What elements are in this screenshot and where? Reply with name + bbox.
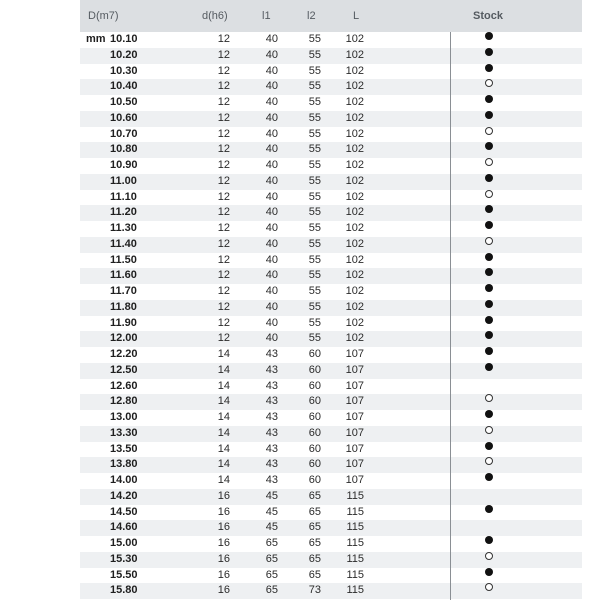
cell-d-h6: 16 — [217, 568, 230, 581]
cell-d-h6: 12 — [217, 285, 230, 297]
cell-d-h6: 12 — [217, 206, 230, 219]
cell-total-length: 102 — [345, 127, 364, 140]
cell-l1: 40 — [265, 316, 278, 329]
table-row — [80, 205, 582, 221]
cell-total-length: 102 — [345, 96, 364, 108]
cell-l2: 55 — [308, 300, 321, 313]
cell-d-h6: 12 — [217, 127, 230, 140]
table-row — [80, 48, 582, 64]
cell-l2: 55 — [308, 96, 321, 108]
cell-l2: 55 — [308, 127, 321, 140]
table-row — [80, 64, 582, 80]
table-row — [80, 300, 582, 316]
cell-d-m7: 11.20 — [110, 206, 137, 219]
cell-l1: 43 — [265, 442, 278, 455]
cell-l1: 40 — [265, 159, 278, 171]
cell-l2: 55 — [308, 64, 321, 77]
in-stock-dot-icon — [485, 142, 493, 150]
cell-d-h6: 12 — [217, 96, 230, 108]
cell-d-h6: 12 — [217, 159, 230, 171]
cell-d-m7: 12.80 — [110, 395, 138, 408]
cell-total-length: 107 — [345, 442, 364, 455]
cell-l2: 60 — [308, 474, 321, 486]
table-row — [80, 253, 582, 269]
in-stock-dot-icon — [485, 284, 493, 292]
cell-l1: 43 — [265, 395, 278, 408]
cell-d-h6: 12 — [217, 33, 230, 45]
cell-l1: 40 — [265, 64, 278, 77]
cell-l2: 55 — [308, 190, 321, 203]
cell-l2: 65 — [308, 537, 321, 549]
table-row — [80, 457, 582, 473]
cell-l2: 65 — [308, 489, 321, 502]
cell-l1: 40 — [265, 190, 278, 203]
in-stock-dot-icon — [485, 505, 493, 513]
cell-d-m7: 13.80 — [110, 458, 138, 471]
in-stock-dot-icon — [485, 205, 493, 213]
cell-l1: 43 — [265, 426, 278, 439]
cell-l2: 55 — [308, 111, 321, 124]
header-stock: Stock — [473, 10, 503, 22]
cell-d-m7: 10.50 — [110, 96, 138, 108]
cell-total-length: 102 — [345, 237, 364, 250]
cell-l1: 65 — [265, 552, 278, 565]
in-stock-dot-icon — [485, 473, 493, 481]
cell-d-m7: 15.50 — [110, 568, 138, 581]
cell-total-length: 102 — [345, 253, 364, 266]
cell-total-length: 102 — [345, 159, 364, 171]
cell-total-length: 102 — [345, 64, 364, 77]
cell-d-m7: 14.60 — [110, 521, 138, 534]
cell-d-m7: 12.20 — [110, 348, 138, 360]
table-row — [80, 426, 582, 442]
cell-l2: 65 — [308, 505, 321, 518]
table-row — [80, 142, 582, 158]
cell-d-m7: 11.90 — [110, 316, 137, 329]
cell-d-h6: 12 — [217, 237, 230, 250]
cell-total-length: 102 — [345, 269, 364, 282]
table-row — [80, 316, 582, 332]
cell-d-m7: 10.80 — [110, 143, 138, 156]
cell-d-m7: 14.50 — [110, 505, 138, 518]
cell-l2: 55 — [308, 48, 321, 61]
cell-l1: 40 — [265, 222, 278, 234]
table-row — [80, 568, 582, 584]
table-row — [80, 174, 582, 190]
cell-d-m7: 11.70 — [110, 285, 137, 297]
cell-d-h6: 16 — [217, 537, 230, 549]
table-row — [80, 394, 582, 410]
cell-total-length: 107 — [345, 348, 364, 360]
in-stock-dot-icon — [485, 32, 493, 40]
unit-label: mm — [86, 33, 106, 45]
on-order-circle-icon — [485, 583, 493, 591]
cell-d-m7: 14.00 — [110, 474, 138, 486]
cell-l1: 40 — [265, 33, 278, 45]
cell-l1: 43 — [265, 474, 278, 486]
cell-l1: 65 — [265, 568, 278, 581]
cell-l2: 55 — [308, 143, 321, 156]
cell-d-m7: 10.70 — [110, 127, 138, 140]
cell-l1: 40 — [265, 332, 278, 345]
stock-column-divider — [450, 32, 451, 600]
table-row — [80, 237, 582, 253]
cell-l1: 40 — [265, 237, 278, 250]
cell-d-m7: 11.40 — [110, 237, 137, 250]
table-row — [80, 158, 582, 174]
cell-d-m7: 12.60 — [110, 379, 138, 392]
cell-l2: 60 — [308, 442, 321, 455]
cell-l2: 65 — [308, 521, 321, 534]
cell-d-h6: 16 — [217, 552, 230, 565]
cell-d-m7: 10.20 — [110, 48, 138, 61]
on-order-circle-icon — [485, 552, 493, 560]
on-order-circle-icon — [485, 394, 493, 402]
in-stock-dot-icon — [485, 316, 493, 324]
header-l2: l2 — [307, 10, 316, 22]
cell-d-h6: 14 — [217, 458, 230, 471]
cell-l2: 60 — [308, 348, 321, 360]
cell-l1: 40 — [265, 127, 278, 140]
on-order-circle-icon — [485, 426, 493, 434]
cell-total-length: 115 — [346, 537, 364, 549]
cell-total-length: 115 — [346, 552, 364, 565]
cell-l1: 65 — [265, 537, 278, 549]
cell-l2: 55 — [308, 332, 321, 345]
cell-l2: 65 — [308, 568, 321, 581]
cell-d-m7: 11.60 — [110, 269, 137, 282]
cell-d-m7: 11.30 — [110, 222, 137, 234]
cell-total-length: 115 — [346, 521, 364, 534]
cell-l2: 60 — [308, 411, 321, 423]
on-order-circle-icon — [485, 237, 493, 245]
cell-d-h6: 12 — [217, 332, 230, 345]
cell-d-h6: 16 — [217, 505, 230, 518]
cell-l2: 60 — [308, 363, 321, 376]
cell-d-h6: 12 — [217, 174, 230, 187]
table-row — [80, 331, 582, 347]
cell-l1: 40 — [265, 300, 278, 313]
cell-d-h6: 14 — [217, 379, 230, 392]
table-row — [80, 473, 582, 489]
in-stock-dot-icon — [485, 536, 493, 544]
in-stock-dot-icon — [485, 174, 493, 182]
cell-total-length: 107 — [345, 395, 364, 408]
cell-d-m7: 14.20 — [110, 489, 138, 502]
cell-d-m7: 12.50 — [110, 363, 138, 376]
table-row — [80, 583, 582, 599]
header-d-h6: d(h6) — [202, 10, 228, 22]
in-stock-dot-icon — [485, 363, 493, 371]
table-body — [80, 32, 582, 599]
cell-total-length: 102 — [345, 143, 364, 156]
in-stock-dot-icon — [485, 64, 493, 72]
on-order-circle-icon — [485, 457, 493, 465]
cell-l1: 43 — [265, 379, 278, 392]
cell-l2: 55 — [308, 269, 321, 282]
cell-l2: 55 — [308, 316, 321, 329]
cell-total-length: 102 — [345, 174, 364, 187]
cell-d-h6: 12 — [217, 253, 230, 266]
cell-l2: 55 — [308, 253, 321, 266]
cell-d-h6: 16 — [217, 489, 230, 502]
cell-l1: 65 — [265, 584, 278, 597]
cell-d-m7: 11.00 — [110, 174, 137, 187]
cell-total-length: 102 — [345, 222, 364, 234]
cell-l1: 40 — [265, 48, 278, 61]
cell-d-h6: 14 — [217, 442, 230, 455]
cell-l2: 55 — [308, 80, 321, 93]
cell-l1: 40 — [265, 143, 278, 156]
in-stock-dot-icon — [485, 95, 493, 103]
in-stock-dot-icon — [485, 410, 493, 418]
cell-l2: 55 — [308, 206, 321, 219]
on-order-circle-icon — [485, 158, 493, 166]
table-row — [80, 284, 582, 300]
table-row — [80, 111, 582, 127]
cell-d-m7: 10.10 — [110, 33, 138, 45]
cell-d-m7: 13.30 — [110, 426, 138, 439]
cell-d-m7: 11.10 — [110, 190, 137, 203]
table-header — [80, 0, 582, 32]
table-row — [80, 32, 582, 48]
cell-l1: 45 — [265, 521, 278, 534]
cell-total-length: 107 — [345, 474, 364, 486]
cell-total-length: 102 — [345, 80, 364, 93]
in-stock-dot-icon — [485, 48, 493, 56]
cell-total-length: 102 — [345, 48, 364, 61]
cell-l1: 45 — [265, 505, 278, 518]
cell-total-length: 107 — [345, 411, 364, 423]
cell-d-h6: 14 — [217, 411, 230, 423]
table-row — [80, 363, 582, 379]
in-stock-dot-icon — [485, 568, 493, 576]
on-order-circle-icon — [485, 190, 493, 198]
cell-total-length: 115 — [346, 584, 364, 597]
cell-l2: 55 — [308, 285, 321, 297]
cell-total-length: 115 — [346, 505, 364, 518]
cell-total-length: 107 — [345, 379, 364, 392]
cell-l1: 40 — [265, 174, 278, 187]
cell-total-length: 102 — [345, 190, 364, 203]
header-total-length: L — [353, 10, 360, 22]
cell-d-h6: 14 — [217, 348, 230, 360]
cell-l1: 40 — [265, 285, 278, 297]
cell-l2: 55 — [308, 33, 321, 45]
cell-total-length: 102 — [345, 111, 364, 124]
table-row — [80, 79, 582, 95]
cell-l2: 60 — [308, 379, 321, 392]
cell-total-length: 115 — [346, 489, 364, 502]
cell-l2: 73 — [308, 584, 321, 597]
table-row — [80, 379, 582, 395]
cell-l1: 43 — [265, 458, 278, 471]
cell-d-h6: 14 — [217, 363, 230, 376]
cell-total-length: 102 — [345, 285, 364, 297]
header-l1: l1 — [262, 10, 271, 22]
cell-total-length: 107 — [345, 426, 364, 439]
on-order-circle-icon — [485, 79, 493, 87]
table-row — [80, 127, 582, 143]
table-row — [80, 347, 582, 363]
table-row — [80, 95, 582, 111]
cell-l2: 55 — [308, 174, 321, 187]
on-order-circle-icon — [485, 127, 493, 135]
table-row — [80, 221, 582, 237]
cell-d-h6: 12 — [217, 80, 230, 93]
cell-d-m7: 11.80 — [110, 300, 137, 313]
cell-total-length: 102 — [345, 300, 364, 313]
cell-l1: 40 — [265, 253, 278, 266]
cell-d-m7: 10.90 — [110, 159, 138, 171]
table-row — [80, 268, 582, 284]
table-row — [80, 442, 582, 458]
cell-d-m7: 10.60 — [110, 111, 138, 124]
table-row — [80, 520, 582, 536]
dimensions-table — [80, 0, 582, 599]
in-stock-dot-icon — [485, 300, 493, 308]
cell-d-h6: 14 — [217, 395, 230, 408]
cell-l2: 60 — [308, 395, 321, 408]
cell-total-length: 102 — [345, 332, 364, 345]
cell-d-h6: 16 — [217, 584, 230, 597]
table-row — [80, 505, 582, 521]
table-row — [80, 489, 582, 505]
cell-d-h6: 12 — [217, 64, 230, 77]
cell-l1: 45 — [265, 489, 278, 502]
cell-total-length: 102 — [345, 33, 364, 45]
cell-l1: 43 — [265, 363, 278, 376]
header-d-m7: D(m7) — [88, 10, 119, 22]
cell-total-length: 107 — [345, 458, 364, 471]
cell-d-m7: 15.80 — [110, 584, 138, 597]
cell-l2: 65 — [308, 552, 321, 565]
cell-l1: 40 — [265, 269, 278, 282]
cell-d-h6: 12 — [217, 143, 230, 156]
cell-d-h6: 14 — [217, 474, 230, 486]
cell-d-m7: 15.00 — [110, 537, 138, 549]
cell-d-h6: 12 — [217, 222, 230, 234]
cell-total-length: 115 — [346, 568, 364, 581]
cell-d-h6: 12 — [217, 269, 230, 282]
table-row — [80, 410, 582, 426]
in-stock-dot-icon — [485, 331, 493, 339]
cell-l1: 40 — [265, 111, 278, 124]
table-row — [80, 552, 582, 568]
in-stock-dot-icon — [485, 347, 493, 355]
in-stock-dot-icon — [485, 253, 493, 261]
cell-total-length: 107 — [345, 363, 364, 376]
in-stock-dot-icon — [485, 111, 493, 119]
cell-d-m7: 12.00 — [110, 332, 138, 345]
cell-d-m7: 11.50 — [110, 253, 137, 266]
table-row — [80, 536, 582, 552]
cell-d-h6: 12 — [217, 111, 230, 124]
cell-d-h6: 12 — [217, 48, 230, 61]
cell-total-length: 102 — [345, 316, 364, 329]
cell-l1: 40 — [265, 96, 278, 108]
cell-l2: 60 — [308, 426, 321, 439]
cell-d-m7: 10.30 — [110, 64, 138, 77]
cell-l2: 55 — [308, 237, 321, 250]
cell-l2: 60 — [308, 458, 321, 471]
cell-d-h6: 14 — [217, 426, 230, 439]
cell-d-m7: 13.00 — [110, 411, 138, 423]
cell-l2: 55 — [308, 159, 321, 171]
cell-d-m7: 13.50 — [110, 442, 138, 455]
cell-l1: 40 — [265, 80, 278, 93]
cell-l1: 43 — [265, 348, 278, 360]
cell-d-h6: 16 — [217, 521, 230, 534]
cell-d-m7: 15.30 — [110, 552, 138, 565]
cell-total-length: 102 — [345, 206, 364, 219]
cell-l2: 55 — [308, 222, 321, 234]
in-stock-dot-icon — [485, 442, 493, 450]
cell-d-h6: 12 — [217, 316, 230, 329]
cell-d-h6: 12 — [217, 190, 230, 203]
cell-l1: 43 — [265, 411, 278, 423]
in-stock-dot-icon — [485, 221, 493, 229]
cell-d-m7: 10.40 — [110, 80, 138, 93]
cell-d-h6: 12 — [217, 300, 230, 313]
cell-l1: 40 — [265, 206, 278, 219]
table-row — [80, 190, 582, 206]
in-stock-dot-icon — [485, 268, 493, 276]
